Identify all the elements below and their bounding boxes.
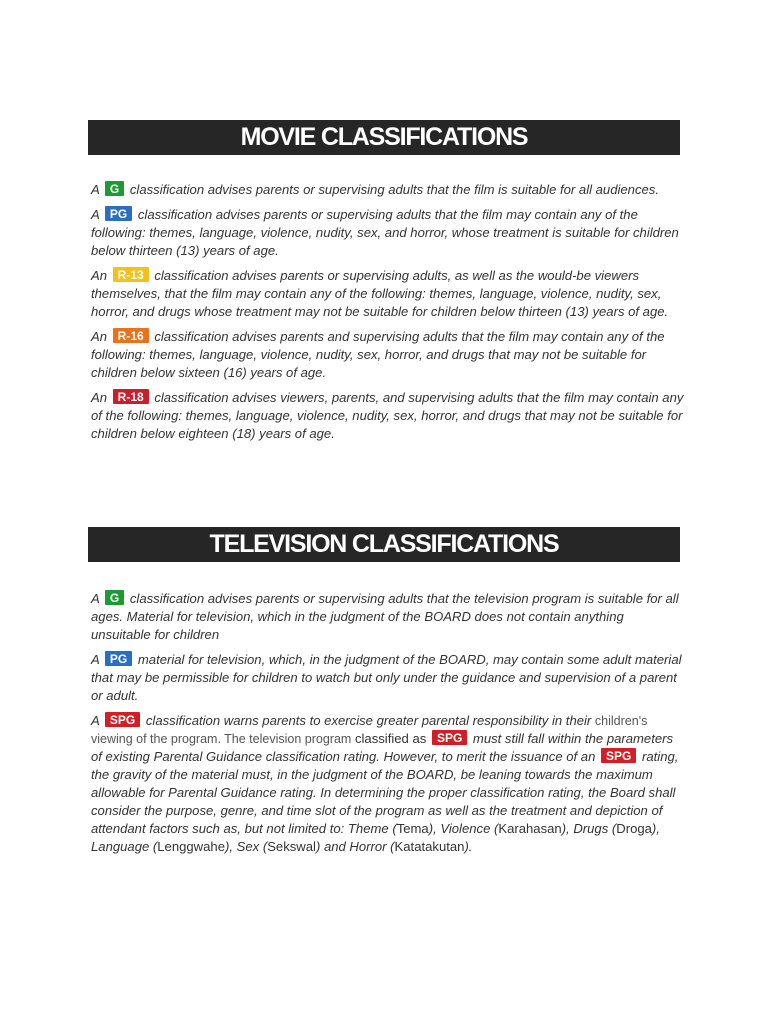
g-rating-badge: G bbox=[105, 181, 124, 196]
movie-r18-entry: An R-18 classification advises viewers, parents, and supervising adults that the film may contain any of the following: themes, language, violence, nudity, sex, horror, and drugs that may not be suitable for children below eighteen (18) years of age. bbox=[91, 390, 684, 441]
movie-pg-entry: A PG classification advises parents or supervising adults that the film may contain any of the following: themes, language, violence, nudity, sex, and horror, whose treatment is suitable for children below thirteen (13) years of age. bbox=[91, 207, 679, 258]
spg-rating-badge-inline: SPG bbox=[601, 748, 636, 763]
tv-classifications-list bbox=[91, 590, 685, 863]
movie-r13-entry: An R-13 classification advises parents or supervising adults, as well as the would-be viewers themselves, that the film may contain any of the following: themes, language, violence, nudity, sex, horror, and drugs whose treatment may not be suitable for children below thirteen (13) years of age. bbox=[91, 268, 669, 319]
spg-rating-badge: SPG bbox=[105, 712, 140, 727]
pg-rating-badge: PG bbox=[105, 206, 132, 221]
g-rating-badge: G bbox=[105, 590, 124, 605]
television-classifications-heading: TELEVISION CLASSIFICATIONS bbox=[88, 527, 680, 562]
movie-r16-entry: An R-16 classification advises parents and supervising adults that the film may contain any of the following: themes, language, violence, nudity, sex, horror, and drugs that may not be suitable for children below sixteen (16) years of age. bbox=[91, 329, 665, 380]
tv-g-entry: A G classification advises parents or supervising adults that the television program is suitable for all ages. Material for television, which in the judgment of the BOARD does not contain anything unsuitable for children bbox=[91, 591, 679, 642]
pg-rating-badge: PG bbox=[105, 651, 132, 666]
r13-rating-badge: R-13 bbox=[113, 267, 149, 282]
movie-classifications-list bbox=[91, 181, 685, 450]
movie-g-entry: A G classification advises parents or supervising adults that the film is suitable for all audiences. bbox=[91, 182, 659, 197]
tv-spg-entry: A SPG classification warns parents to exercise greater parental responsibility in their children's viewing of the program. The television program classified as SPG must still fall within the parameters of existing Parental Guidance classification rating. However, to merit the issuance of an SPG rating, the gravity of the material must, in the judgment of the BOARD, be leaning towards the maximum allowable for Parental Guidance rating. In determining the proper classification rating, the Board shall consider the purpose, genre, and time slot of the program as well as the treatment and depiction of attendant factors such as, but not limited to: Theme (Tema), Violence (Karahasan), Drugs (Droga), Language (Lenggwahe), Sex (Sekswal) and Horror (Katatakutan). bbox=[91, 713, 679, 854]
r16-rating-badge: R-16 bbox=[113, 328, 149, 343]
spg-rating-badge-inline: SPG bbox=[432, 730, 467, 745]
tv-pg-entry: A PG material for television, which, in the judgment of the BOARD, may contain some adult material that may be permissible for children to watch but only under the guidance and supervision of a parent or adult. bbox=[91, 652, 682, 703]
r18-rating-badge: R-18 bbox=[113, 389, 149, 404]
movie-classifications-heading: MOVIE CLASSIFICATIONS bbox=[88, 120, 680, 155]
